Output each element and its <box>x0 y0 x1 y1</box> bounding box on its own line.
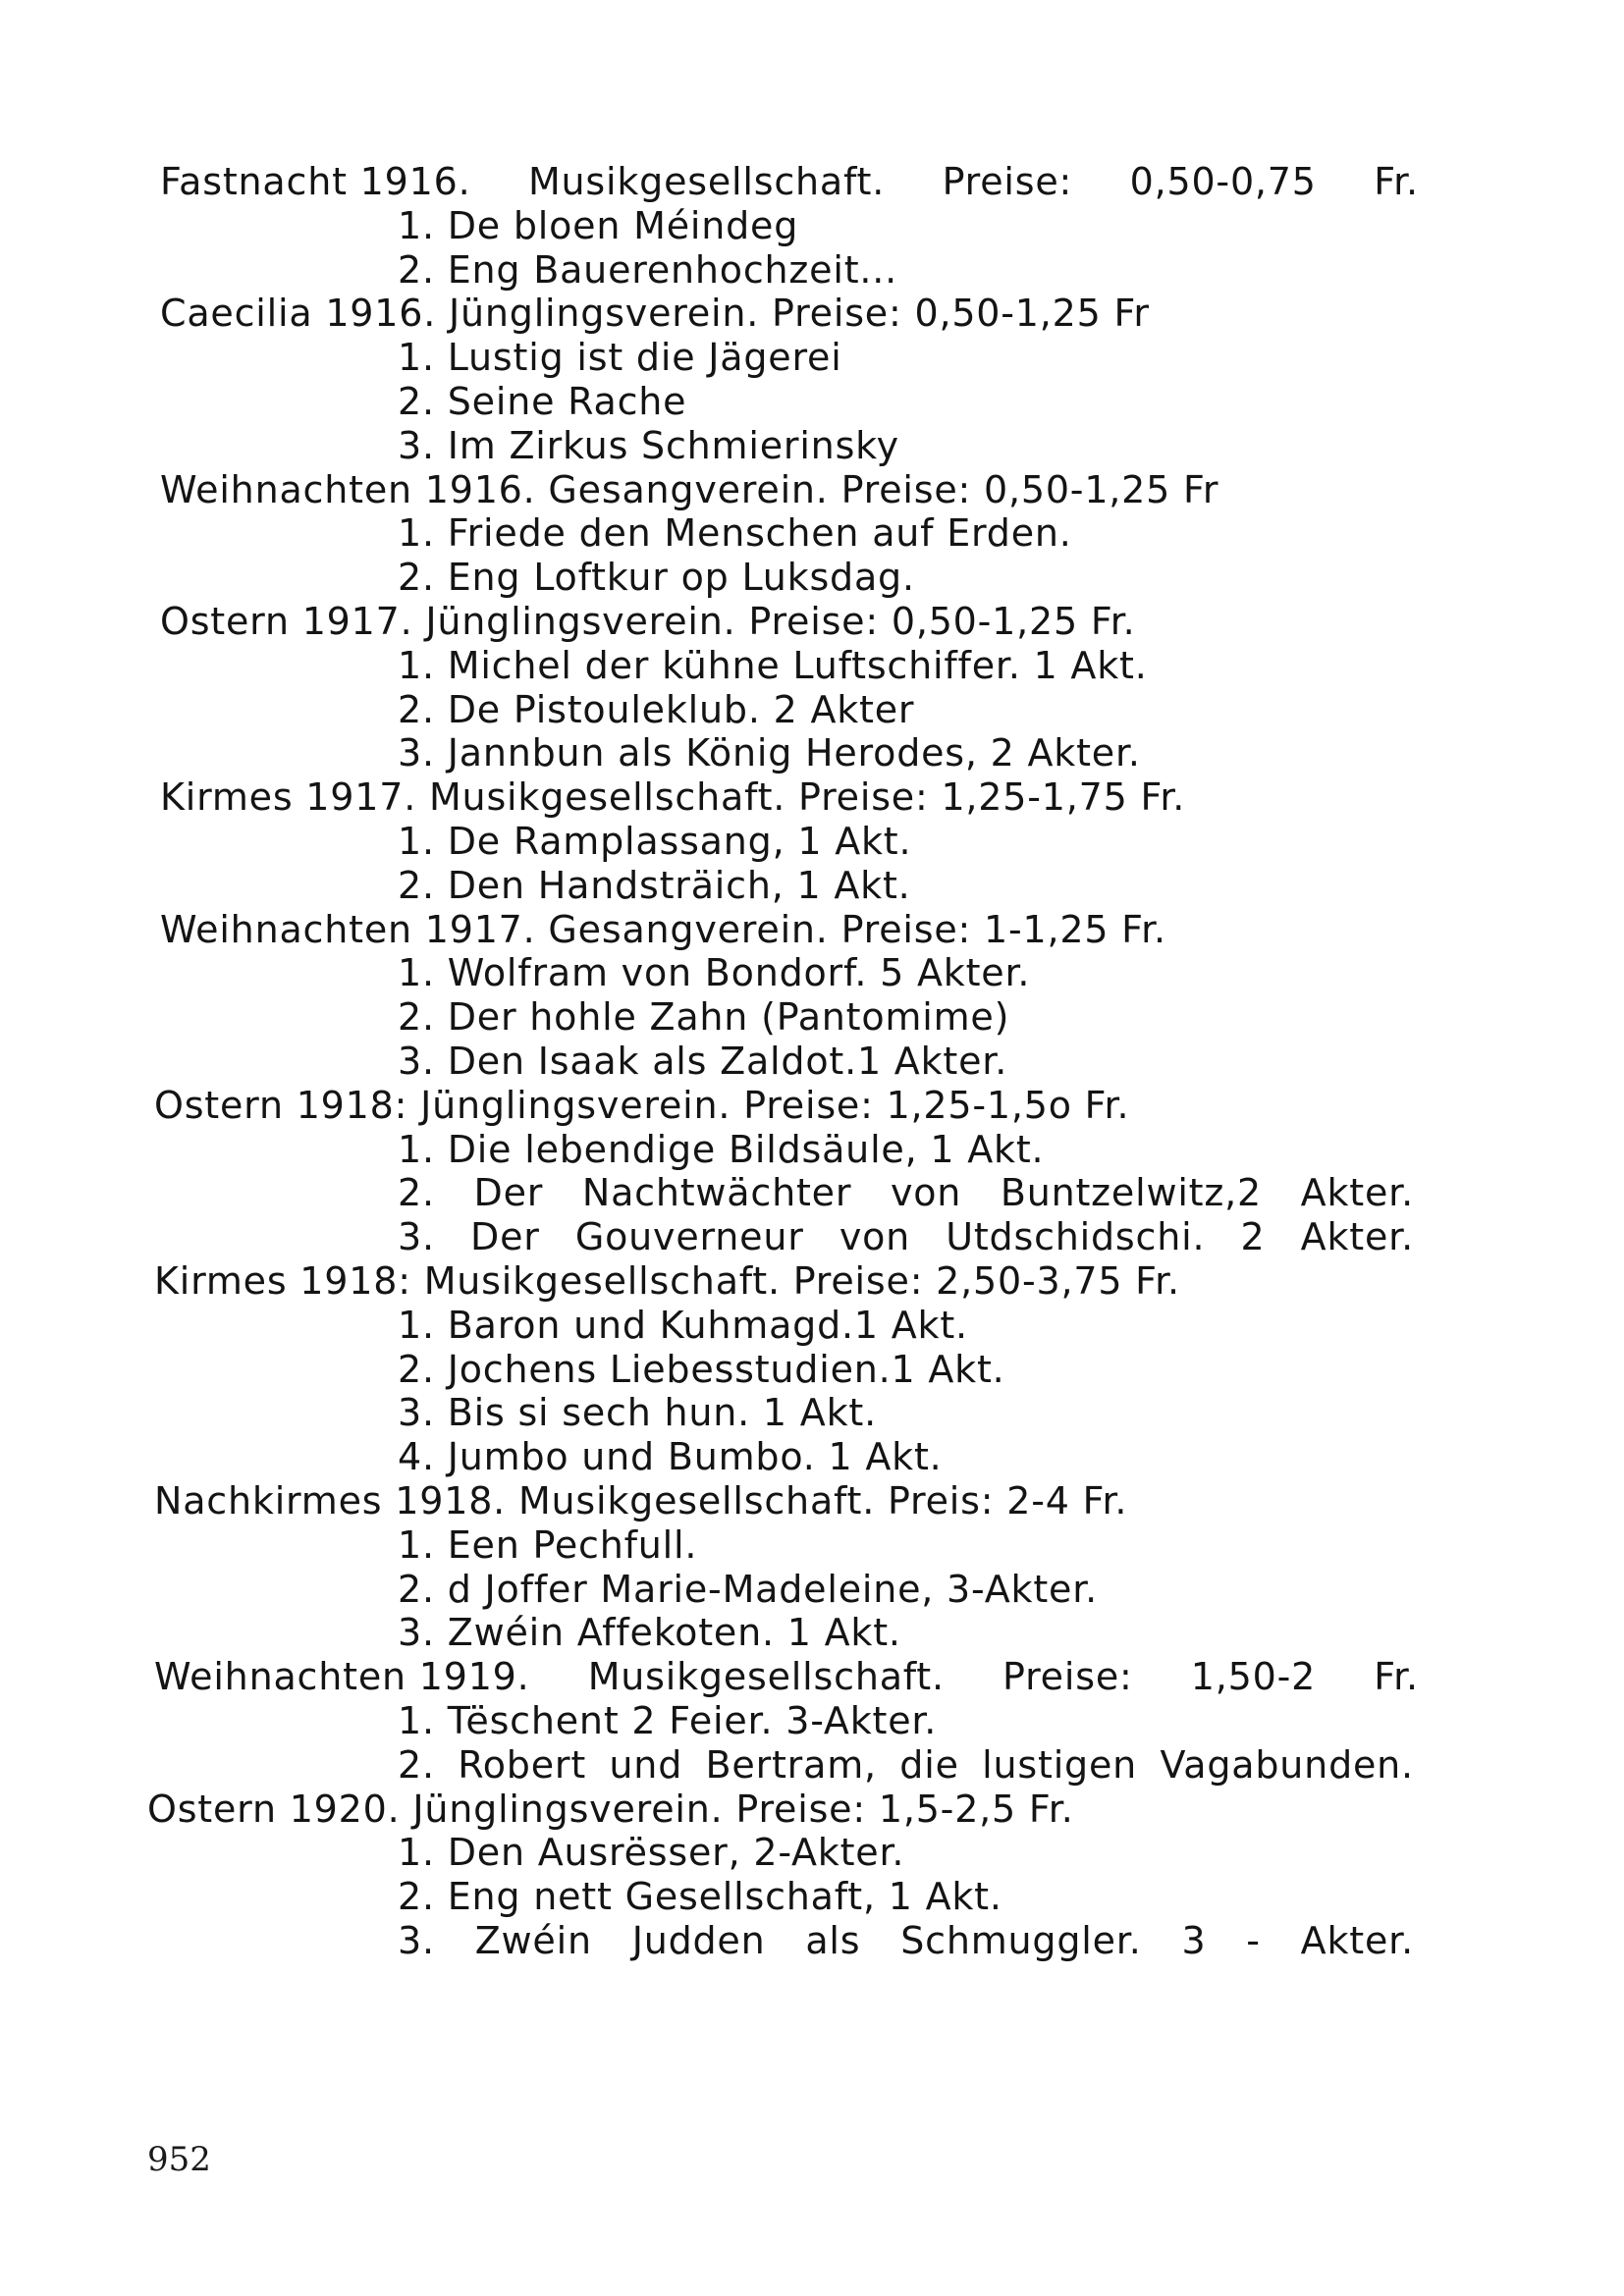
play-item: 3. Im Zirkus Schmierinsky <box>398 423 899 467</box>
play-item: 2. Den Handsträich, 1 Akt. <box>398 863 911 907</box>
heading-segment: Weihnachten 1916. Gesangverein. Preise: 0,50-1,25 Fr <box>160 467 1219 511</box>
play-item-word: Buntzelwitz,2 <box>1000 1171 1262 1215</box>
heading-segment: Kirmes 1917. Musikgesellschaft. Preise: 1,25-1,75 Fr. <box>160 775 1186 820</box>
heading-segment: Ostern 1918: Jünglingsverein. Preise: 1,25-1,5o Fr. <box>154 1083 1130 1127</box>
entry-heading <box>160 600 1427 643</box>
play-item-word: Akter. <box>1300 1171 1414 1215</box>
play-item-word: lustigen <box>982 1742 1138 1787</box>
play-item-word: Akter. <box>1300 1919 1414 1962</box>
heading-segment: Ostern 1917. Jünglingsverein. Preise: 0,50-1,25 Fr. <box>160 600 1136 643</box>
play-item <box>398 1919 1414 1962</box>
heading-segment: Nachkirmes 1918. Musikgesellschaft. Preis: 2-4 Fr. <box>154 1479 1128 1522</box>
play-item: 3. Den Isaak als Zaldot.1 Akter. <box>398 1040 1008 1083</box>
play-item: 2. De Pistouleklub. 2 Akter <box>398 687 915 731</box>
play-item: 2. d Joffer Marie-Madeleine, 3-Akter. <box>398 1567 1099 1611</box>
play-item-word: Bertram, <box>705 1742 877 1787</box>
play-item <box>398 1171 1414 1214</box>
heading-segment: 0,50-0,75 <box>1129 160 1317 203</box>
play-item-word: Der <box>473 1171 544 1215</box>
heading-segment: Musikgesellschaft. <box>587 1655 945 1699</box>
play-item: 4. Jumbo und Bumbo. 1 Akt. <box>398 1435 943 1479</box>
heading-segment: Kirmes 1918: Musikgesellschaft. Preise: 2,50-3,75 Fr. <box>154 1259 1180 1303</box>
heading-segment: Caecilia 1916. Jünglingsverein. Preise: 0,50-1,25 Fr <box>160 292 1150 336</box>
play-item: 1. Michel der kühne Luftschiffer. 1 Akt. <box>398 643 1148 687</box>
play-item-word: Robert <box>458 1742 587 1787</box>
play-item: 1. Een Pechfull. <box>398 1522 698 1567</box>
play-item: 1. Friede den Menschen auf Erden. <box>398 511 1072 556</box>
play-item: 3. Bis si sech hun. 1 Akt. <box>398 1391 877 1435</box>
play-item-word: Der <box>470 1215 540 1259</box>
play-item-word: 2 <box>1240 1215 1266 1259</box>
page-number: 952 <box>147 2140 211 2179</box>
play-item <box>398 1215 1414 1258</box>
play-item: 1. Lustig ist die Jägerei <box>398 336 842 380</box>
heading-segment: Musikgesellschaft. <box>527 160 886 203</box>
play-item-word: Utdschidschi. <box>946 1215 1206 1259</box>
play-item: 1. De Ramplassang, 1 Akt. <box>398 820 912 863</box>
play-item-word: Schmuggler. <box>900 1919 1142 1962</box>
play-item-word: und <box>609 1742 683 1787</box>
play-item: 3. Jannbun als König Herodes, 2 Akter. <box>398 731 1141 775</box>
heading-segment: Weihnachten 1919. <box>154 1655 530 1699</box>
heading-segment: Fastnacht 1916. <box>160 160 471 203</box>
play-item-word: 3. <box>398 1215 435 1259</box>
entry-heading <box>160 908 1427 951</box>
play-item-word: Nachtwächter <box>581 1171 852 1215</box>
play-item: 1. De bloen Méindeg <box>398 203 799 247</box>
heading-segment: Preise: <box>1002 1655 1133 1699</box>
play-item-word: Vagabunden. <box>1160 1742 1414 1787</box>
heading-segment: Ostern 1920. Jünglingsverein. Preise: 1,5-2,5 Fr. <box>147 1787 1074 1831</box>
play-item: 1. Die lebendige Bildsäule, 1 Akt. <box>398 1127 1045 1171</box>
play-item: 1. Den Ausrësser, 2-Akter. <box>398 1831 905 1875</box>
play-item: 2. Jochens Liebesstudien.1 Akt. <box>398 1347 1005 1391</box>
play-item-word: von <box>839 1215 911 1259</box>
entry-heading <box>160 775 1427 819</box>
play-item: 2. Seine Rache <box>398 380 687 423</box>
play-item-word: die <box>899 1742 959 1787</box>
play-item-word: 2. <box>398 1742 435 1787</box>
entry-heading <box>154 1479 1421 1522</box>
play-item: 2. Der hohle Zahn (Pantomime) <box>398 995 1010 1040</box>
heading-segment: Preise: <box>942 160 1073 203</box>
play-item-word: Judden <box>631 1919 766 1962</box>
play-item-word: als <box>805 1919 861 1962</box>
entry-heading <box>154 1259 1421 1303</box>
play-item: 3. Zwéin Affekoten. 1 Akt. <box>398 1611 901 1655</box>
play-item-word: - <box>1246 1919 1261 1962</box>
entry-heading <box>160 292 1427 335</box>
play-item-word: Zwéin <box>474 1919 592 1962</box>
play-item: 1. Baron und Kuhmagd.1 Akt. <box>398 1303 968 1347</box>
entry-heading <box>160 468 1427 511</box>
entry-heading <box>154 1084 1421 1127</box>
play-item-word: 2. <box>398 1171 435 1215</box>
play-item-word: 3 <box>1181 1919 1207 1962</box>
play-item: 2. Eng Loftkur op Luksdag. <box>398 556 915 600</box>
entry-heading <box>147 1788 1414 1831</box>
heading-segment: Weihnachten 1917. Gesangverein. Preise: 1-1,25 Fr. <box>160 907 1166 951</box>
heading-segment: 1,50-2 <box>1190 1655 1317 1699</box>
entry-heading <box>160 160 1419 203</box>
play-item-word: von <box>890 1171 962 1215</box>
play-item <box>398 1743 1414 1787</box>
entry-heading <box>154 1655 1419 1698</box>
play-item: 1. Tëschent 2 Feier. 3-Akter. <box>398 1699 938 1742</box>
play-item: 1. Wolfram von Bondorf. 5 Akter. <box>398 951 1031 995</box>
play-item-word: Akter. <box>1300 1215 1414 1259</box>
heading-segment: Fr. <box>1374 160 1419 203</box>
play-item-word: 3. <box>398 1919 435 1962</box>
play-item-word: Gouverneur <box>574 1215 804 1259</box>
play-item: 2. Eng nett Gesellschaft, 1 Akt. <box>398 1875 1002 1919</box>
heading-segment: Fr. <box>1374 1655 1419 1699</box>
play-item: 2. Eng Bauerenhochzeit... <box>398 247 898 292</box>
